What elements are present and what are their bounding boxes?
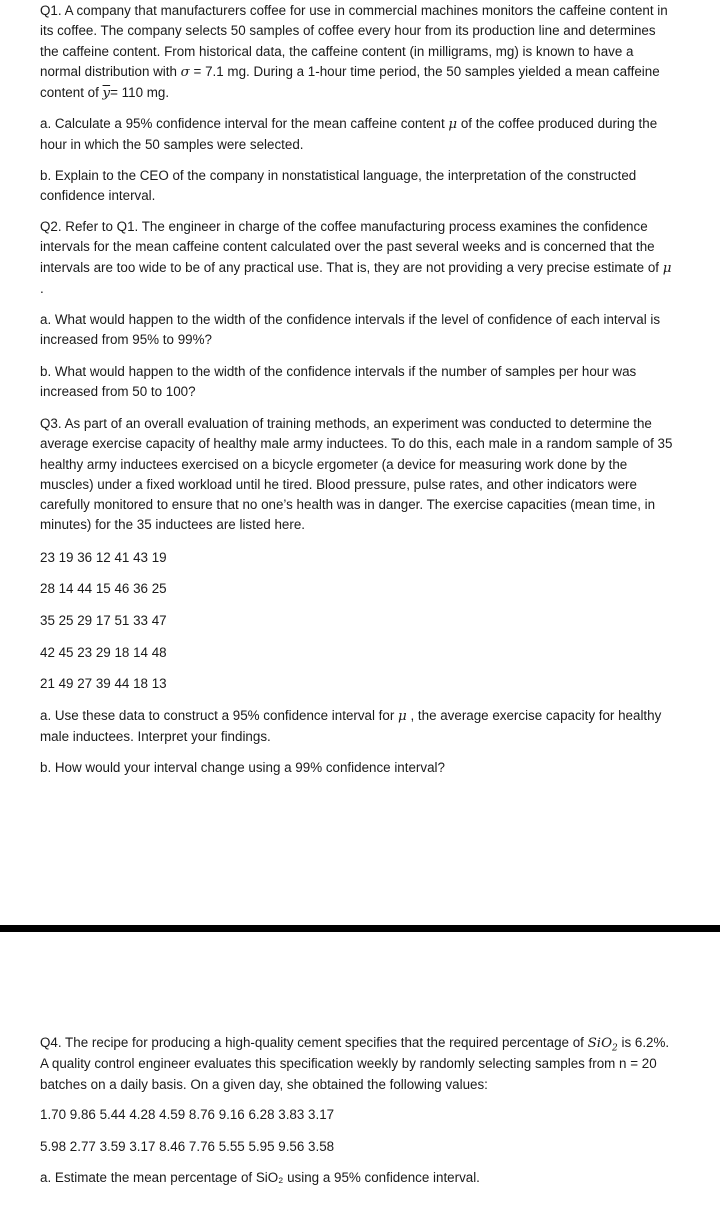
sio2-formula-subscript: 2 (612, 1043, 618, 1054)
q1-text-a: Q1. A company that manufacturers coffee for use in commercial machines monitors the caffeine content in its coffee. The company selects 50 samples of coffee every hour from its production line and determines the caffeine content. From historical data, the caffeine content (in milligrams, mg) is known to have a normal distribution with (40, 3, 668, 79)
q1-part-a-text-2: of the coffee produced during the hour in which the 50 samples were selected. (40, 116, 658, 153)
y-bar-symbol: $\overline{y}$ (102, 86, 111, 102)
page-divider (0, 925, 720, 932)
sigma-symbol: σ (180, 64, 190, 80)
q4-data-row-2: 5.98 2.77 3.59 3.17 8.46 7.76 5.55 5.95 9.56 3.58 (40, 1139, 335, 1154)
q2-text-2: . (40, 280, 44, 296)
q1-part-a-text-1: a. Calculate a 95% confidence interval for the mean caffeine content (40, 116, 449, 131)
q1-paragraph (40, 1, 676, 104)
q3-part-a-text-2: , the average exercise capacity for healthy male inductees. Interpret your findings. (40, 708, 662, 745)
q2-part-b: b. What would happen to the width of the confidence intervals if the number of samples per hour was increased from 50 to 100? (40, 364, 637, 400)
q4-data-row-1: 1.70 9.86 5.44 4.28 4.59 8.76 9.16 6.28 3.83 3.17 (40, 1107, 335, 1122)
q3-data-row-1: 23 19 36 12 41 43 19 (40, 550, 167, 565)
q4-paragraph (40, 1033, 676, 1095)
q3-part-a-text-1: a. Use these data to construct a 95% confidence interval for (40, 708, 399, 723)
q3-data-row-5: 21 49 27 39 44 18 13 (40, 676, 167, 691)
mu-symbol: μ (398, 709, 407, 724)
q3-data-row-4: 42 45 23 29 18 14 48 (40, 645, 167, 660)
q3-part-a (40, 706, 676, 748)
q4-text-2: is 6.2%. A quality control engineer evaluates this specification weekly by randomly selecting samples from n = 20 batches on a daily basis. On a given day, she obtained the following values: (40, 1035, 670, 1092)
q1-text-c: 110 mg. (121, 85, 170, 101)
mu-symbol: μ (662, 260, 672, 276)
mu-symbol: μ (448, 117, 458, 132)
q3-data-row-2: 28 14 44 15 46 36 25 (40, 581, 167, 596)
q3-data-row-3: 35 25 29 17 51 33 47 (40, 613, 167, 628)
q2-text-1: Q2. Refer to Q1. The engineer in charge of the coffee manufacturing process examines the confidence intervals for the mean caffeine content calculated over the past several weeks and is concerned that the intervals are too wide to be of any practical use. That is, they are not providing a very precise estimate of (40, 219, 663, 275)
q4-text-1: Q4. The recipe for producing a high-quality cement specifies that the required percentage of (40, 1035, 588, 1050)
q1-equals-2: = (110, 85, 122, 101)
q1-part-a (40, 114, 676, 156)
q3-part-b: b. How would your interval change using a 99% confidence interval? (40, 760, 445, 775)
sio2-formula-base: SiO (587, 1036, 613, 1051)
q2-part-a: a. What would happen to the width of the confidence intervals if the level of confidence of each interval is increased from 95% to 99%? (40, 312, 661, 348)
sio2-formula (587, 1036, 618, 1054)
q1-text-b: 7.1 mg. During a 1-hour time period, the 50 samples yielded a mean caffeine content of (40, 63, 660, 101)
q3-paragraph: Q3. As part of an overall evaluation of training methods, an experiment was conducted to determine the average exercise capacity of healthy male army inductees. To do this, each male in a random sample of 35 healthy army inductees exercised on a bicycle ergometer (a device for measuring work done by the muscles) under a fixed workload until he tired. Blood pressure, pulse rates, and other indicators were carefully monitored to ensure that no one’s health was in danger. The exercise capacities (mean time, in minutes) for the 35 inductees are listed here. (40, 416, 673, 533)
q1-equals-1: = (189, 63, 206, 79)
q4-part-a: a. Estimate the mean percentage of SiO₂ using a 95% confidence interval. (40, 1170, 480, 1185)
q2-paragraph (40, 217, 676, 299)
q1-part-b: b. Explain to the CEO of the company in nonstatistical language, the interpretation of the constructed confidence interval. (40, 168, 637, 204)
